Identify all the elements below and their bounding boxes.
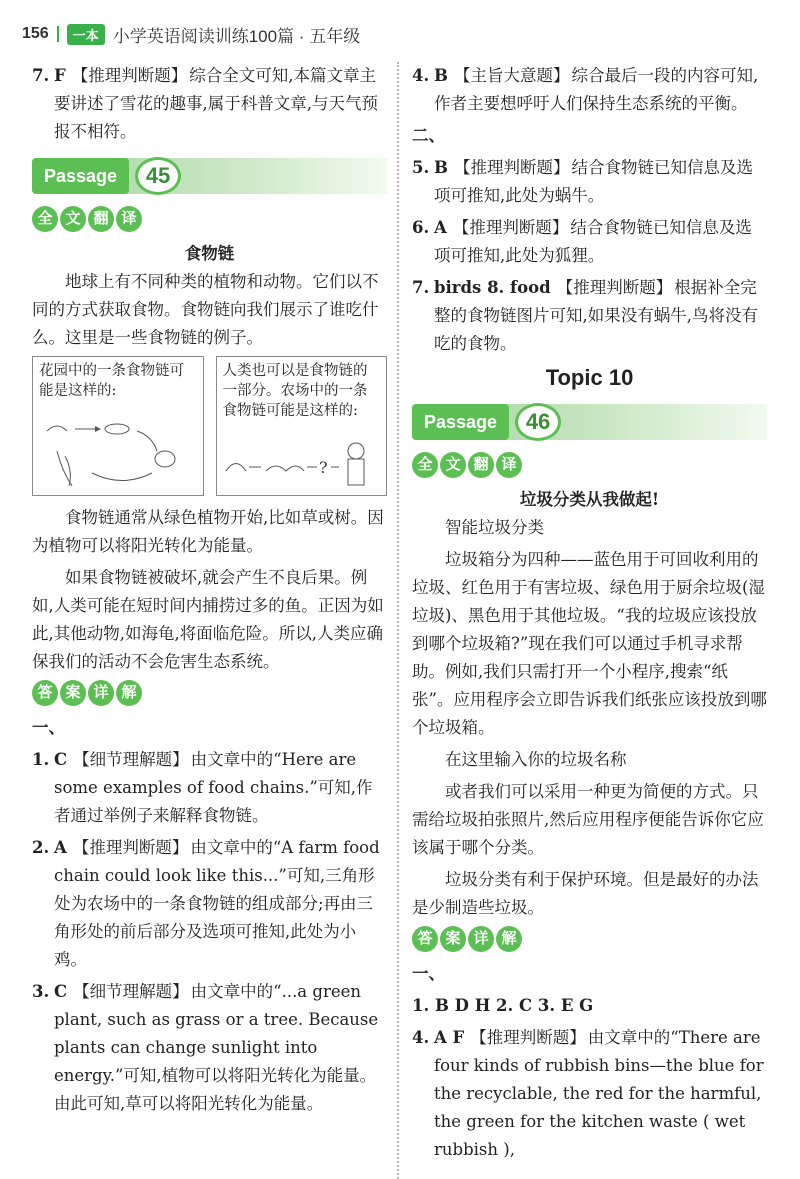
brand-logo: 一本 xyxy=(67,24,105,45)
paragraph: 食物链通常从绿色植物开始,比如草或树。因为植物可以将阳光转化为能量。 xyxy=(32,508,384,555)
page-number: 156 xyxy=(22,25,49,42)
answer-item-1: 1. C 【细节理解题】 由文章中的“Here are some examples of food chains.”可知,作者通过举例子来解释食物链。 xyxy=(32,750,373,825)
paragraph: 或者我们可以采用一种更为简便的方式。只需给垃圾拍张照片,然后应用程序便能告诉你它应该属于哪个分类。 xyxy=(412,782,764,857)
answer-item-3: 3. C 【细节理解题】 由文章中的“...a green plant, such as grass or a tree. Because plants can change sunlight into energy.”可知,植物可以将阳光转化为能量。由此可知,草可以将阳光转化为能量。 xyxy=(32,982,379,1113)
farm-chain-illustration xyxy=(221,431,371,491)
translation-label: 全 文 翻 译 xyxy=(412,452,767,478)
translation-label: 全 文 翻 译 xyxy=(32,206,387,232)
food-chain-boxes xyxy=(32,356,387,496)
paragraph: 垃圾箱分为四种——蓝色用于可回收利用的垃圾、红色用于有害垃圾、绿色用于厨余垃圾(湿垃圾)、黑色用于其他垃圾。“我的垃圾应该投放到哪个垃圾箱?”现在我们可以通过手机寻求帮助。例如,我们只需打开一个小程序,搜索“纸张”。应用程序会立即告诉我们纸张应该投放到哪个垃圾箱。 xyxy=(412,550,767,737)
passage-banner-45: Passage 45 xyxy=(32,158,387,194)
passage-title: 食物链 xyxy=(184,244,235,263)
answer-item-4: 4. B 【主旨大意题】 综合最后一段的内容可知,作者主要想呼吁人们保持生态系统的平衡。 xyxy=(412,66,759,113)
section-heading: 一、 xyxy=(412,964,445,983)
book-title: 小学英语阅读训练100篇 · 五年级 xyxy=(112,26,361,46)
section-heading: 二、 xyxy=(412,126,445,145)
answer-item-5: 5. B 【推理判断题】 结合食物链已知信息及选项可推知,此处为蜗牛。 xyxy=(412,158,753,205)
right-column xyxy=(412,62,767,1168)
passage-banner-46: Passage 46 xyxy=(412,404,767,440)
answer-item-7: 7. F 【推理判断题】 综合全文可知,本篇文章主要讲述了雪花的趣事,属于科普文章,与天气预报不相符。 xyxy=(32,66,378,141)
paragraph: 地球上有不同种类的植物和动物。它们以不同的方式获取食物。食物链向我们展示了谁吃什么。这里是一些食物链的例子。 xyxy=(32,272,379,347)
subheading: 智能垃圾分类 xyxy=(445,518,544,537)
topic-heading: Topic 10 xyxy=(545,365,634,390)
paragraph: 如果食物链被破坏,就会产生不良后果。例如,人类可能在短时间内捕捞过多的鱼。正因为如此,其他动物,如海龟,将面临危险。所以,人类应确保我们的活动不会危害生态系统。 xyxy=(32,568,384,671)
header-divider xyxy=(57,26,59,42)
farm-food-chain-box: 人类也可以是食物链的一部分。农场中的一条食物链可能是这样的: ? xyxy=(216,356,388,496)
left-column xyxy=(32,62,387,1122)
answer-label: 答 案 详 解 xyxy=(32,680,387,706)
svg-text:?: ? xyxy=(318,458,328,477)
subheading: 在这里输入你的垃圾名称 xyxy=(445,750,627,769)
answer-item-6: 6. A 【推理判断题】 结合食物链已知信息及选项可推知,此处为狐狸。 xyxy=(412,218,752,265)
garden-food-chain-box: 花园中的一条食物链可能是这样的: xyxy=(32,356,204,496)
passage-title: 垃圾分类从我做起! xyxy=(519,490,660,509)
section-heading: 一、 xyxy=(32,718,65,737)
answer-item-7-8: 7. birds 8. food 【推理判断题】 根据补全完整的食物链图片可知,如果没有蜗牛,鸟将没有吃的食物。 xyxy=(412,278,758,353)
garden-chain-illustration xyxy=(37,411,187,491)
page-header xyxy=(22,14,360,54)
answer-item-2: 2. A 【推理判断题】 由文章中的“A farm food chain could look like this...”可知,三角形处为农场中的一条食物链的组成部分;再由三角形处的前后部分及选项可推知,此处为小鸡。 xyxy=(32,838,380,969)
column-divider xyxy=(397,62,399,1179)
answer-item-4b: 4. A F 【推理判断题】 由文章中的“There are four kinds of rubbish bins—the blue for the recyclable, the red for the harmful, the green for the kitchen waste ( wet rubbish ), xyxy=(412,1028,764,1159)
paragraph: 垃圾分类有利于保护环境。但是最好的办法是少制造些垃圾。 xyxy=(412,870,759,917)
answer-label: 答 案 详 解 xyxy=(412,926,767,952)
answers-1-3: 1. B D H 2. C 3. E G xyxy=(412,996,594,1015)
